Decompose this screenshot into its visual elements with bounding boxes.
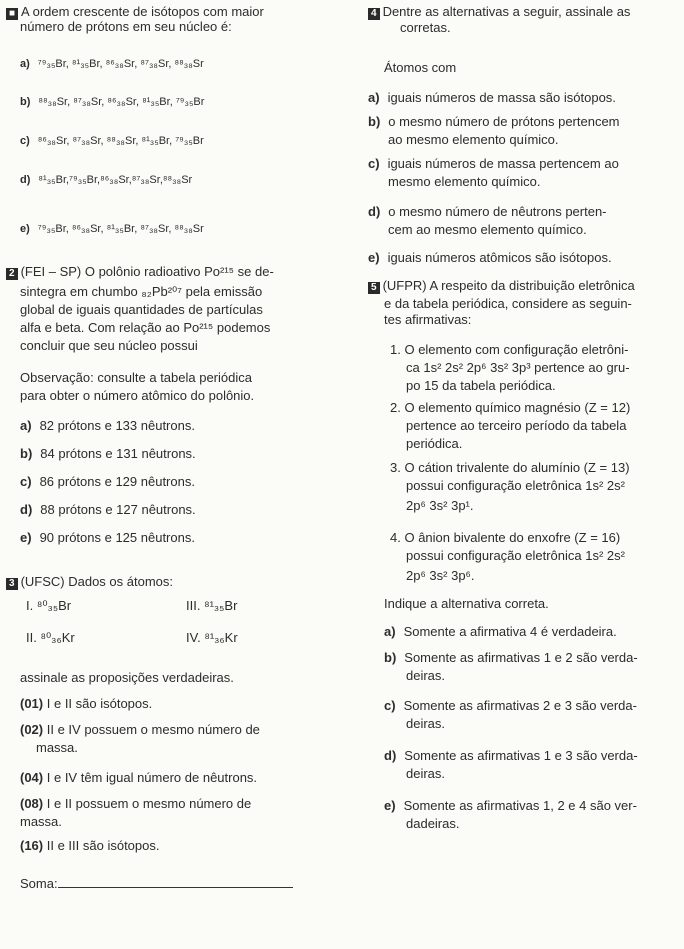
atom-2: II. ⁸⁰₃₆Kr (26, 630, 75, 645)
proposition-08-continuation: massa. (20, 814, 62, 829)
question-1-option-a[interactable]: a) ⁷⁹₃₅Br, ⁸¹₃₅Br, ⁸⁶₃₈Sr, ⁸⁷₃₈Sr, ⁸⁸₃₈Sr (20, 58, 204, 70)
question-2-line2: sintegra em chumbo ₈₂Pb²⁰⁷ pela emissão (20, 284, 263, 299)
question-2-line5: concluir que seu núcleo possui (20, 338, 198, 353)
statement-1: 1. O elemento com configuração eletrôni- (390, 342, 629, 357)
question-2-observation-line2: para obter o número atômico do polônio. (20, 388, 255, 403)
proposition-01[interactable]: (01) I e II são isótopos. (20, 696, 153, 711)
question-4-option-d-line2: cem ao mesmo elemento químico. (388, 222, 587, 237)
atom-3: III. ⁸¹₃₅Br (186, 598, 238, 613)
statement-1-line3: po 15 da tabela periódica. (406, 378, 556, 393)
statement-4-line3: 2p⁶ 3s² 3p⁶. (406, 568, 475, 583)
question-4-line1: 4 Dentre as alternativas a seguir, assinale as (368, 4, 630, 20)
question-5-instruction: Indique a alternativa correta. (384, 596, 549, 611)
proposition-02[interactable]: (02) II e IV possuem o mesmo número de (20, 722, 260, 737)
answer-e-line2: dadeiras. (406, 816, 460, 831)
proposition-08[interactable]: (08) I e II possuem o mesmo número de (20, 796, 252, 811)
question-2-option-a[interactable]: a) 82 prótons e 133 nêutrons. (20, 418, 195, 433)
question-4-line2: corretas. (400, 20, 451, 35)
question-5-line2: e da tabela periódica, considere as seguin- (384, 296, 632, 311)
question-2-option-b[interactable]: b) 84 prótons e 131 nêutrons. (20, 446, 196, 461)
question-2-line1: 2 (FEI – SP) O polônio radioativo Po²¹⁵ se de- (6, 264, 274, 280)
question-4-option-e[interactable]: e) iguais números atômicos são isótopos. (368, 250, 612, 265)
question-4-option-d[interactable]: d) o mesmo número de nêutrons perten- (368, 204, 607, 219)
proposition-16[interactable]: (16) II e III são isótopos. (20, 838, 160, 853)
statement-3: 3. O cátion trivalente do alumínio (Z = 13) (390, 460, 630, 475)
answer-b-line2: deiras. (406, 668, 446, 683)
proposition-02-continuation: massa. (36, 740, 78, 755)
statement-2-line2: pertence ao terceiro período da tabela (406, 418, 627, 433)
question-1-option-e[interactable]: e) ⁷⁹₃₅Br, ⁸⁶₃₈Sr, ⁸¹₃₅Br, ⁸⁷₃₈Sr, ⁸⁸₃₈Sr (20, 223, 204, 235)
statement-4-line2: possui configuração eletrônica 1s² 2s² (406, 548, 625, 563)
statement-1-line2: ca 1s² 2s² 2p⁶ 3s² 3p³ pertence ao gru- (406, 360, 630, 375)
statement-3-line3: 2p⁶ 3s² 3p¹. (406, 498, 474, 513)
question-1-badge: ■ (6, 8, 18, 20)
statement-4: 4. O ânion bivalente do enxofre (Z = 16) (390, 530, 621, 545)
question-4-option-c[interactable]: c) iguais números de massa pertencem ao (368, 156, 619, 171)
question-1-option-d[interactable]: d) ⁸¹₃₅Br,⁷⁹₃₅Br,⁸⁶₃₈Sr,⁸⁷₃₈Sr,⁸⁸₃₈Sr (20, 174, 193, 186)
question-1-option-c[interactable]: c) ⁸⁶₃₈Sr, ⁸⁷₃₈Sr, ⁸⁸₃₈Sr, ⁸¹₃₅Br, ⁷⁹₃₅Br (20, 135, 204, 147)
statement-3-line2: possui configuração eletrônica 1s² 2s² (406, 478, 625, 493)
proposition-04[interactable]: (04) I e IV têm igual número de nêutrons. (20, 770, 258, 785)
soma-blank-line[interactable] (58, 887, 293, 888)
question-4-option-c-line2: mesmo elemento químico. (388, 174, 541, 189)
question-3-instruction: assinale as proposições verdadeiras. (20, 670, 234, 685)
question-1-title-line2: número de prótons em seu núcleo é: (20, 19, 232, 34)
answer-a[interactable]: a) Somente a afirmativa 4 é verdadeira. (384, 624, 617, 639)
question-1-title-line1: ■ A ordem crescente de isótopos com maior (6, 4, 264, 20)
soma-field[interactable]: Soma: (20, 876, 293, 891)
question-4-subtitle: Átomos com (384, 60, 457, 75)
answer-e[interactable]: e) Somente as afirmativas 1, 2 e 4 são ver- (384, 798, 637, 813)
question-2-option-c[interactable]: c) 86 prótons e 129 nêutrons. (20, 474, 195, 489)
answer-d-line2: deiras. (406, 766, 446, 781)
question-2-observation-line1: Observação: consulte a tabela periódica (20, 370, 252, 385)
question-4-option-a[interactable]: a) iguais números de massa são isótopos. (368, 90, 616, 105)
answer-d[interactable]: d) Somente as afirmativas 1 e 3 são verda- (384, 748, 638, 763)
question-2-option-e[interactable]: e) 90 prótons e 125 nêutrons. (20, 530, 195, 545)
question-2-line3: global de iguais quantidades de partículas (20, 302, 263, 317)
answer-b[interactable]: b) Somente as afirmativas 1 e 2 são verda- (384, 650, 638, 665)
statement-2: 2. O elemento químico magnésio (Z = 12) (390, 400, 631, 415)
statement-2-line3: periódica. (406, 436, 463, 451)
atom-4: IV. ⁸¹₃₆Kr (186, 630, 238, 645)
question-4-option-b-line2: ao mesmo elemento químico. (388, 132, 559, 147)
answer-c[interactable]: c) Somente as afirmativas 2 e 3 são verda- (384, 698, 637, 713)
question-2-line4: alfa e beta. Com relação ao Po²¹⁵ podemos (20, 320, 271, 335)
question-2-option-d[interactable]: d) 88 prótons e 127 nêutrons. (20, 502, 196, 517)
question-5-badge: 5 (368, 282, 380, 294)
question-3-title: 3 (UFSC) Dados os átomos: (6, 574, 173, 590)
question-5-line1: 5 (UFPR) A respeito da distribuição eletrônica (368, 278, 635, 294)
question-2-badge: 2 (6, 268, 18, 280)
question-5-line3: tes afirmativas: (384, 312, 472, 327)
question-1-option-b[interactable]: b) ⁸⁸₃₈Sr, ⁸⁷₃₈Sr, ⁸⁶₃₈Sr, ⁸¹₃₅Br, ⁷⁹₃₅Br (20, 96, 205, 108)
atom-1: I. ⁸⁰₃₅Br (26, 598, 72, 613)
question-4-option-b[interactable]: b) o mesmo número de prótons pertencem (368, 114, 620, 129)
question-3-badge: 3 (6, 578, 18, 590)
answer-c-line2: deiras. (406, 716, 446, 731)
question-4-badge: 4 (368, 8, 380, 20)
